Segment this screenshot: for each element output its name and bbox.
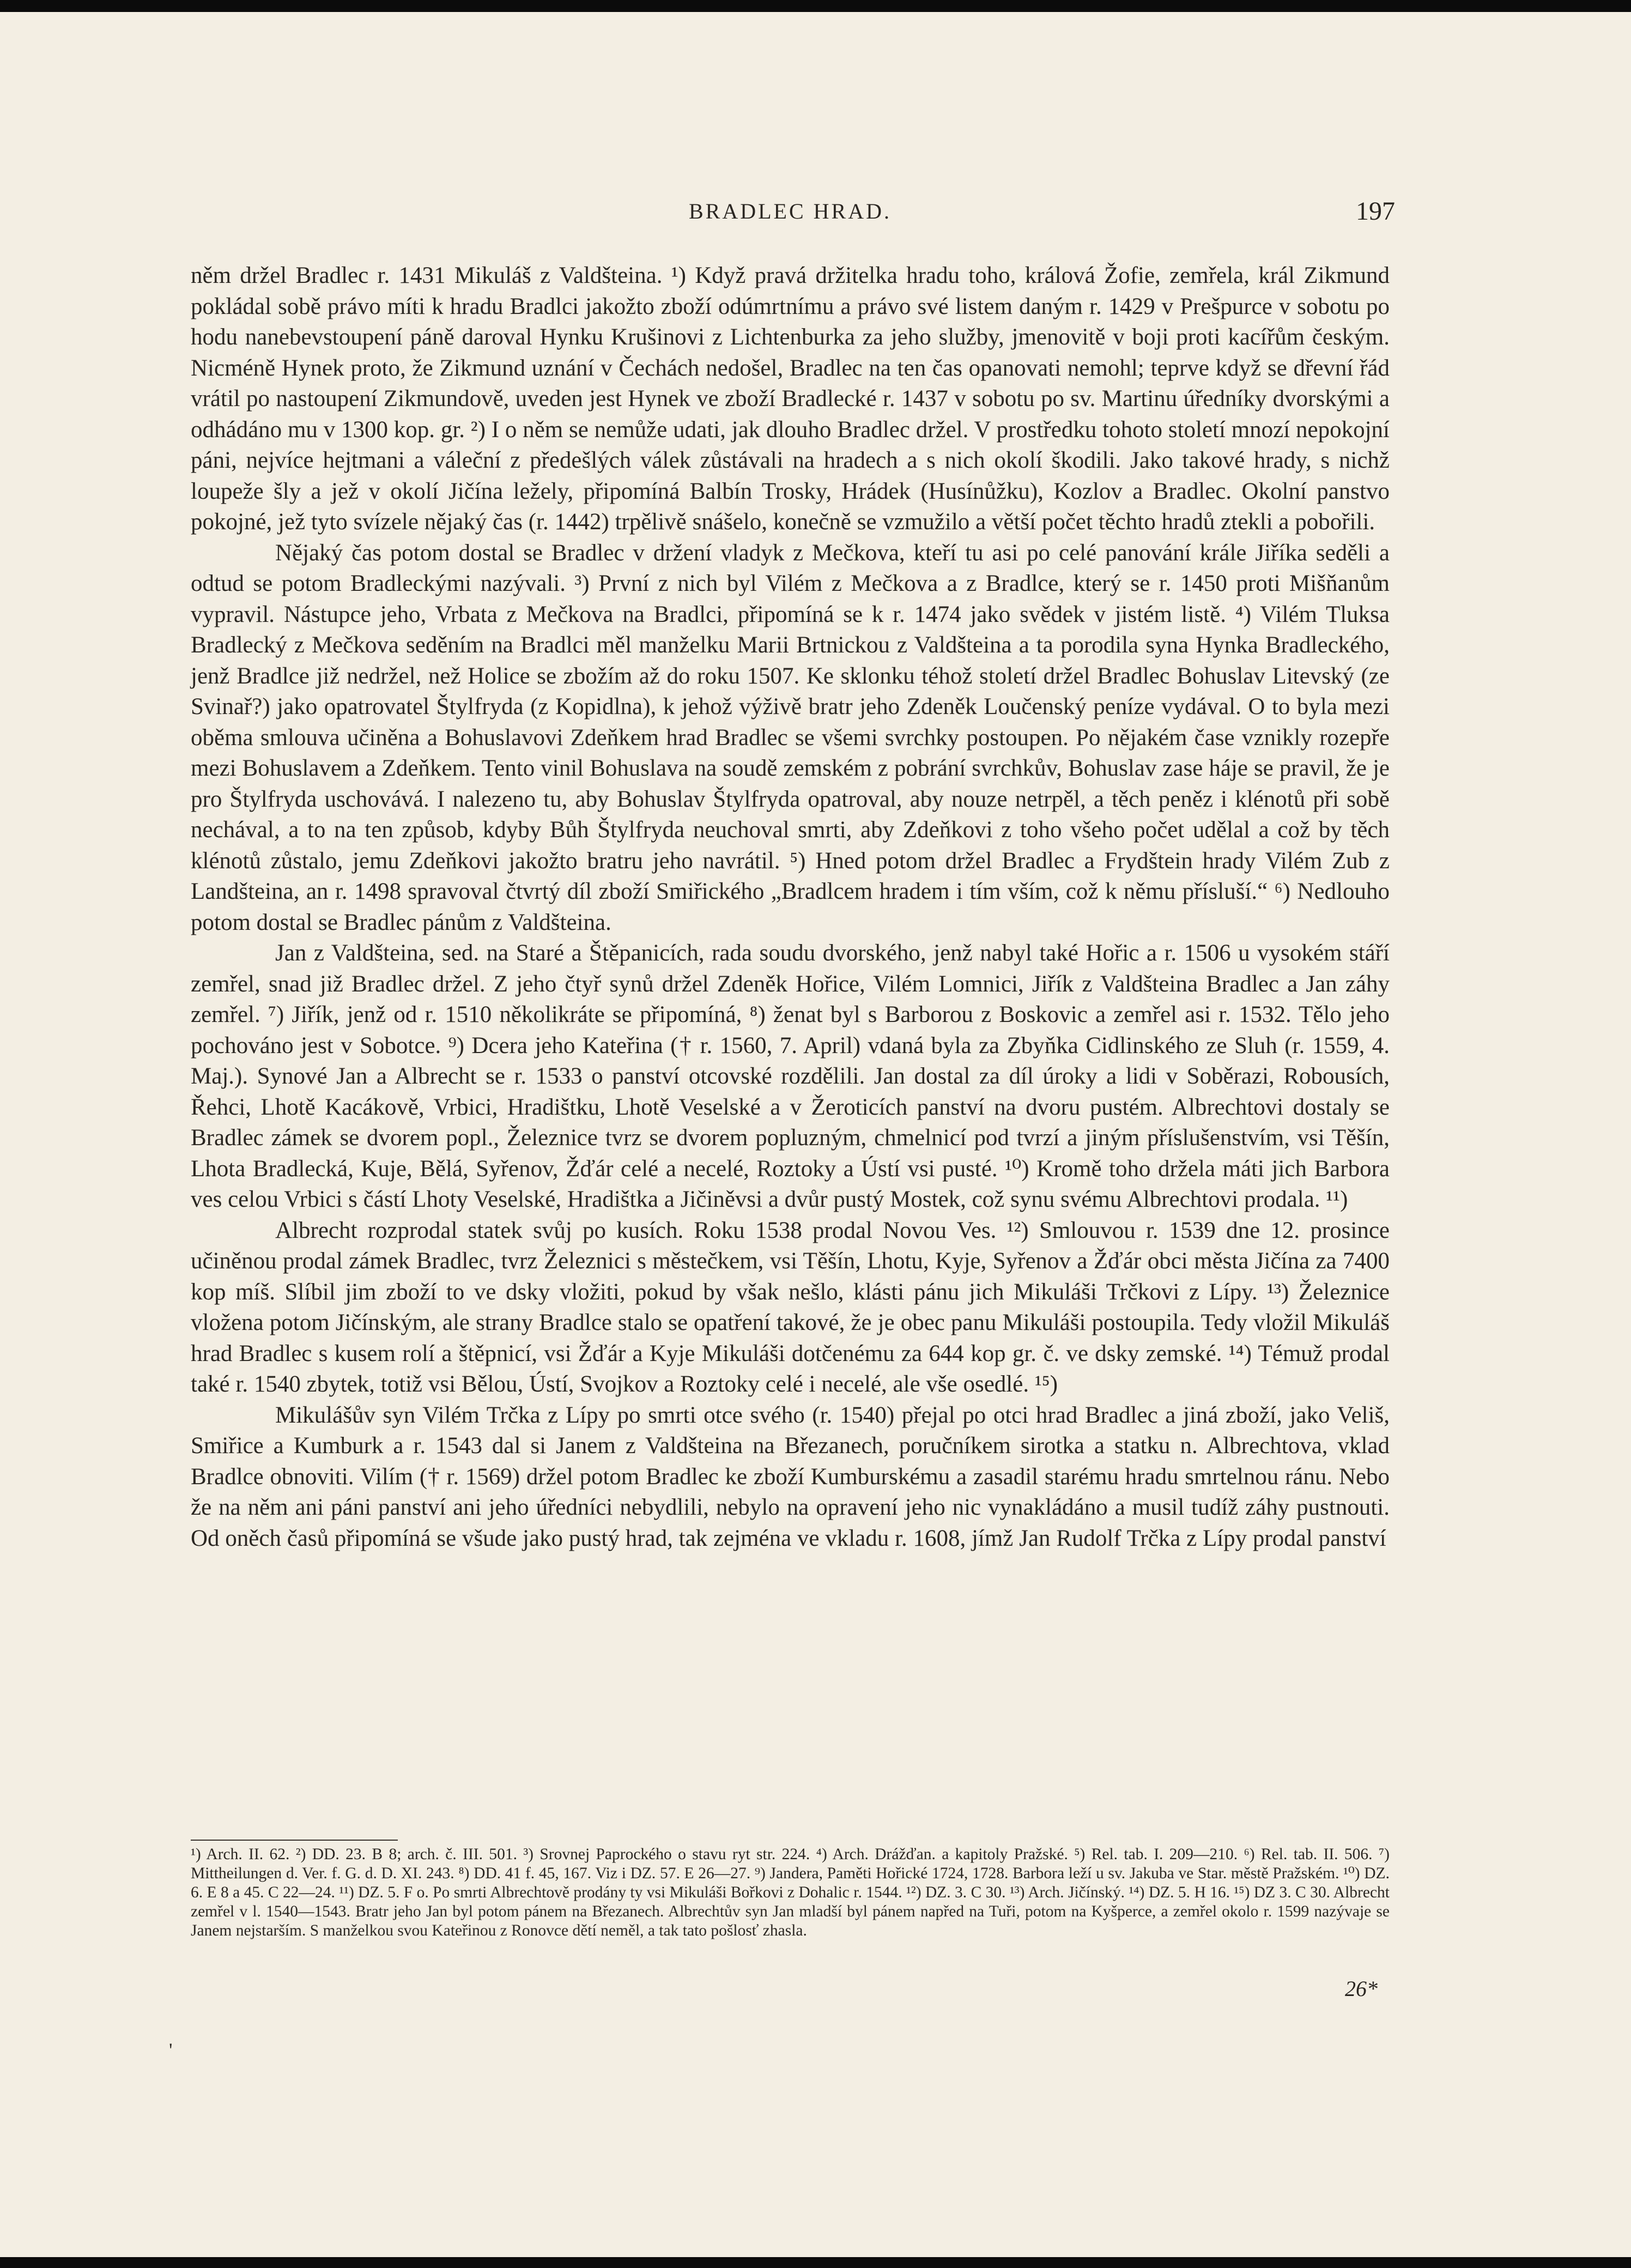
paragraph-3: Jan z Valdšteina, sed. na Staré a Štěpanicích, rada soudu dvorského, jenž nabyl také Hořic a r. 1506 u vysokém stáří zemřel, snad již Bradlec držel. Z jeho čtyř synů držel Zdeněk Hořice, Vilém Lomnici, Jiřík z Valdšteina Bradlec a Jan záhy zemřel. ⁷) Jiřík, jenž od r. 1510 několikráte se připomíná, ⁸) ženat byl s Barborou z Boskovic a zemřel asi r. 1532. Tělo jeho pochováno jest v Sobotce. ⁹) Dcera jeho Kateřina († r. 1560, 7. April) vdaná byla za Zbyňka Cidlinského ze Sluh (r. 1559, 4. Maj.). Synové Jan a Albrecht se r. 1533 o panství otcovské rozdělili. Jan dostal za díl úroky a lidi v Soběrazi, Robousích, Řehci, Lhotě Kacákově, Vrbici, Hradištku, Lhotě Veselské a v Žeroticích panství na dvoru pustém. Albrechtovi dostaly se Bradlec zámek se dvorem popl., Železnice tvrz se dvorem popluzným, chmelnicí pod tvrzí a jiným příslušenstvím, vsi Těšín, Lhota Bradlecká, Kuje, Bělá, Syřenov, Žďár celé a necelé, Roztoky a Ústí vsi pusté. ¹⁰) Kromě toho držela máti jich Barbora ves celou Vrbici s částí Lhoty Veselské, Hradištka a Jičiněvsi a dvůr pustý Mostek, což synu svému Albrechtovi prodala. ¹¹) (191, 940, 1390, 1212)
footnote-text: ¹) Arch. II. 62. ²) DD. 23. B 8; arch. č. III. 501. ³) Srovnej Paprockého o stavu ryt str. 224. ⁴) Arch. Drážďan. a kapitoly Pražské. ⁵) Rel. tab. I. 209—210. ⁶) Rel. tab. II. 506. ⁷) Mittheilungen d. Ver. f. G. d. D. XI. 243. ⁸) DD. 41 f. 45, 167. Viz i DZ. 57. E 26—27. ⁹) Jandera, Paměti Hořické 1724, 1728. Barbora leží u sv. Jakuba ve Star. městě Pražském. ¹⁰) DZ. 6. E 8 a 45. C 22—24. ¹¹) DZ. 5. F o. Po smrti Albrechtově prodány ty vsi Mikuláši Bořkovi z Dohalic r. 1544. ¹²) DZ. 3. C 30. ¹³) Arch. Jičínský. ¹⁴) DZ. 5. H 16. ¹⁵) DZ 3. C 30. Albrecht zemřel v l. 1540—1543. Bratr jeho Jan byl potom pánem na Březanech. Albrechtův syn Jan mladší byl pánem napřed na Tuři, potom na Kyšperce, a zemřel okolo r. 1599 nazývaje se Janem nejstarším. S manželkou svou Kateřinou z Ronovce dětí neměl, a tak tato pošlosť zhasla. (191, 1846, 1390, 1939)
footnotes (191, 1845, 1390, 1940)
footnote-divider (191, 1840, 398, 1841)
running-head: BRADLEC HRAD. (688, 199, 892, 223)
page-number: 197 (1356, 197, 1395, 226)
paragraph-4: Albrecht rozprodal statek svůj po kusích. Roku 1538 prodal Novou Ves. ¹²) Smlouvou r. 1539 dne 12. prosince učiněnou prodal zámek Bradlec, tvrz Železnici s městečkem, vsi Těšín, Lhotu, Kyje, Syřenov a Žďár obci města Jičína za 7400 kop míš. Slíbil jim zboží to ve dsky vložiti, pokud by však nešlo, klásti pánu jich Mikuláši Trčkovi z Lípy. ¹³) Železnice vložena potom Jičínským, ale strany Bradlce stalo se opatření takové, že je obec panu Mikuláši postoupila. Tedy vložil Mikuláš hrad Bradlec s kusem rolí a štěpnicí, vsi Žďár a Kyje Mikuláši dotčenému za 644 kop gr. č. ve dsky zemské. ¹⁴) Témuž prodal také r. 1540 zbytek, totiž vsi Bělou, Ústí, Svojkov a Roztoky celé i necelé, ale vše osedlé. ¹⁵) (191, 1217, 1390, 1397)
paragraph-5: Mikulášův syn Vilém Trčka z Lípy po smrti otce svého (r. 1540) přejal po otci hrad Bradlec a jiná zboží, jako Veliš, Smiřice a Kumburk a r. 1543 dal si Janem z Valdšteina na Březanech, poručníkem sirotka a statku n. Albrechtova, vklad Bradlce obnoviti. Vilím († r. 1569) držel potom Bradlec ke zboží Kumburskému a zasadil starému hradu smrtelnou ránu. Nebo že na něm ani páni panství ani jeho úředníci nebydlili, nebylo na opravení jeho nic vynakládáno a musil tudíž záhy pustnouti. Od oněch časů připomíná se všude jako pustý hrad, tak zejména ve vkladu r. 1608, jímž Jan Rudolf Trčka z Lípy prodal panství (191, 1402, 1390, 1551)
paragraph-2: Nějaký čas potom dostal se Bradlec v držení vladyk z Mečkova, kteří tu asi po celé panování krále Jiříka seděli a odtud se potom Bradleckými nazývali. ³) První z nich byl Vilém z Mečkova a z Bradlce, který se r. 1450 proti Mišňanům vypravil. Nástupce jeho, Vrbata z Mečkova na Bradlci, připomíná se k r. 1474 jako svědek v jistém listě. ⁴) Vilém Tluksa Bradlecký z Mečkova seděním na Bradlci měl manželku Marii Brtnickou z Valdšteina a ta porodila syna Hynka Bradleckého, jenž Bradlce již nedržel, než Holice se zbožím až do roku 1507. Ke sklonku téhož století držel Bradlec Bohuslav Litevský (ze Svinař?) jako opatrovatel Štylfryda (z Kopidlna), k jehož výživě bratr jeho Zdeněk Loučenský peníze vydával. O to byla mezi oběma smlouva učiněna a Bohuslavovi Zdeňkem hrad Bradlec se všemi svrchky postoupen. Po nějakém čase vznikly rozepře mezi Bohuslavem a Zdeňkem. Tento vinil Bohuslava na soudě zemském z pobrání svrchkův, Bohuslav zase háje se pravil, že je pro Štylfryda uschovává. I nalezeno tu, aby Bohuslav Štylfryda opatroval, aby nouze netrpěl, a těch peněz i klénotů při sobě nechával, a to na ten způsob, kdyby Bůh Štylfryda neuchoval smrti, aby Zdeňkovi z toho všeho počet udělal a což by těch klénotů zůstalo, jemu Zdeňkovi jakožto bratru jeho navrátil. ⁵) Hned potom držel Bradlec a Frydštein hrady Vilém Zub z Landšteina, an r. 1498 spravoval čtvrtý díl zboží Smiřického „Bradlcem hradem i tím vším, což k němu přísluší.“ ⁶) Nedlouho potom dostal se Bradlec pánům z Valdšteina. (191, 540, 1390, 935)
page-header (191, 196, 1395, 229)
signature-mark: 26* (1345, 1976, 1378, 2001)
body-text (191, 261, 1390, 1554)
scan-top-edge (0, 0, 1631, 12)
margin-mark: ' (169, 2039, 173, 2061)
paragraph-1: něm držel Bradlec r. 1431 Mikuláš z Valdšteina. ¹) Když pravá držitelka hradu toho, králová Žofie, zemřela, král Zikmund pokládal sobě právo míti k hradu Bradlci jakožto zboží odúmrtnímu a právo své listem daným r. 1429 v Prešpurce v sobotu po hodu nanebevstoupení páně daroval Hynku Krušinovi z Lichtenburka za jeho služby, jmenovitě v boji proti kacířům českým. Nicméně Hynek proto, že Zikmund uznání v Čechách nedošel, Bradlec na ten čas opanovati nemohl; teprve když se dřevní řád vrátil po nastoupení Zikmundově, uveden jest Hynek ve zboží Bradlecké r. 1437 v sobotu po sv. Martinu úředníky dvorskými a odhádáno mu v 1300 kop. gr. ²) I o něm se nemůže udati, jak dlouho Bradlec držel. V prostředku tohoto století mnozí nepokojní páni, nejvíce hejtmani a váleční z předešlých válek zůstávali na hradech a s nich okolí škodili. Jako takové hrady, s nichž loupeže šly a jež v okolí Jičína ležely, připomíná Balbín Trosky, Hrádek (Husínůžku), Kozlov a Bradlec. Okolní panstvo pokojné, jež tyto svízele nějaký čas (r. 1442) trpělivě snášelo, konečně se vzmužilo a větší počet těchto hradů ztekli a pobořili. (191, 263, 1390, 535)
scan-bottom-edge (0, 2257, 1631, 2268)
